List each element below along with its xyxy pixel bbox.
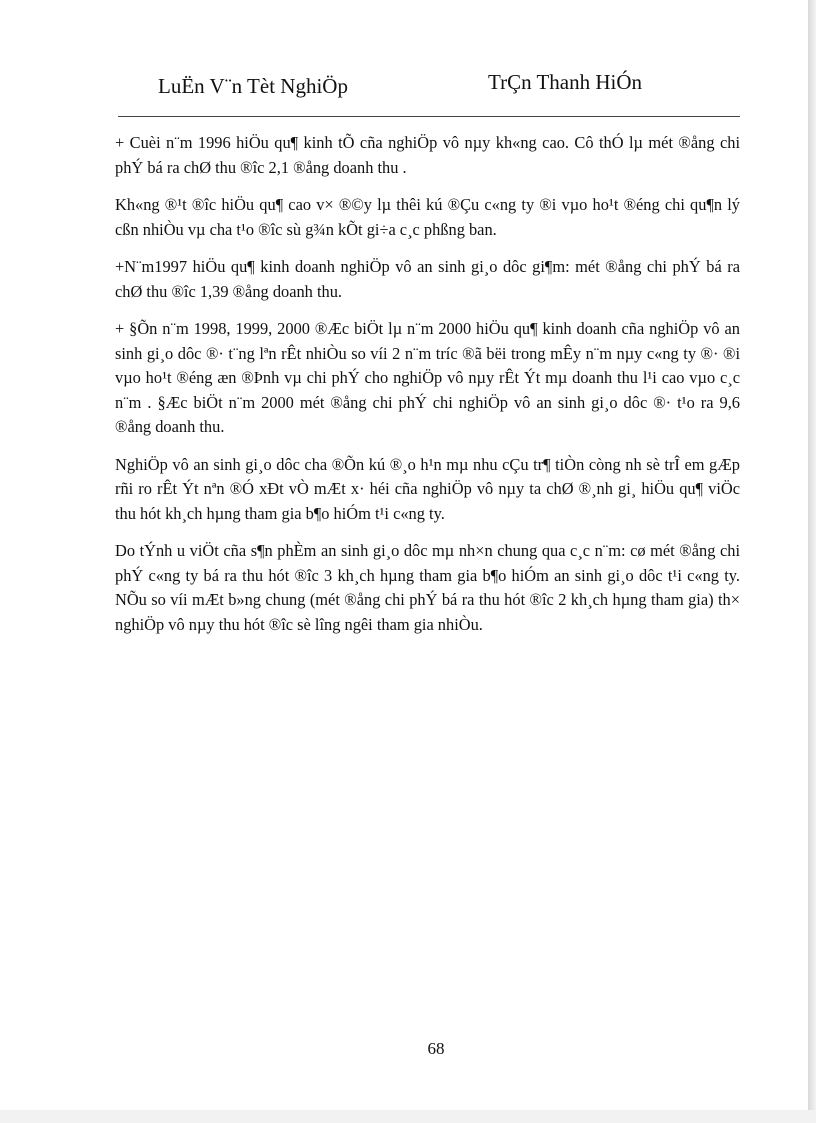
header-divider [118, 116, 740, 117]
page-header [118, 70, 740, 100]
header-author: TrÇn Thanh HiÓn [488, 70, 643, 94]
paragraph-1997: +N¨m1997 hiÖu qu¶ kinh doanh nghiÖp vô an sinh gi¸o dôc gi¶m: mét ®ång chi phÝ bá ra chØ thu ®îc 1,39 ®ång doanh thu. [115, 257, 740, 301]
page-shadow-right [808, 0, 816, 1110]
page-number: 68 [427, 1039, 445, 1058]
paragraph-1998-2000: + §Õn n¨m 1998, 1999, 2000 ®Æc biÖt lµ n¨m 2000 hiÖu qu¶ kinh doanh cña nghiÖp vô an sinh gi¸o dôc ®· t¨ng lªn rÊt nhiÒu so víi 2 n¨m tríc ®ã bëi trong mÊy n¨m nµy c«ng ty ®· ®i vµo ho¹t ®éng æn ®Þnh vµ chi phÝ cho nghiÖp vô nµy rÊt Ýt mµ doanh thu l¹i cao vµo c¸c n¨m . §Æc biÖt n¨m 2000 mét ®ång chi phÝ chi nghiÖp vô an sinh gi¸o dôc ®· t¹o ra 9,6 ®ång doanh thu. [115, 319, 740, 436]
paragraph-conclusion: Do tÝnh u viÖt cña s¶n phÈm an sinh gi¸o dôc mµ nh×n chung qua c¸c n¨m: cø mét ®ång chi phÝ c«ng ty bá ra thu hót ®îc 3 kh¸ch hµng tham gia b¶o hiÓm an sinh gi¸o dôc t¹i c«ng ty. NÕu so víi mÆt b»ng chung (mét ®ång chi phÝ bá ra thu hót ®îc 2 kh¸ch hµng tham gia) th× nghiÖp vô nµy thu hót ®îc sè lîng ngêi tham gia nhiÒu. [115, 541, 740, 634]
header-thesis-title: LuËn V¨n Tèt NghiÖp [158, 74, 348, 98]
paragraph-social-effect: NghiÖp vô an sinh gi¸o dôc cha ®Õn kú ®¸o h¹n mµ nhu cÇu tr¶ tiÒn còng nh sè trÎ em gÆp rñi ro rÊt Ýt nªn ®Ó xÐt vÒ mÆt x· héi cña nghiÖp vô nµy ta chØ ®¸nh gi¸ hiÖu qu¶ viÖc thu hót kh¸ch hµng tham gia b¶o hiÓm t¹i c«ng ty. [115, 454, 740, 523]
page-shadow-bottom [0, 1110, 816, 1123]
body-text [115, 131, 740, 650]
paragraph-explanation: Kh«ng ®¹t ®îc hiÖu qu¶ cao v× ®©y lµ thêi kú ®Çu c«ng ty ®i vµo ho¹t ®éng chi qu¶n lý cßn nhiÒu vµ cha t¹o ®îc sù g¾n kÕt gi÷a c¸c phßng ban. [115, 195, 740, 239]
paragraph-1996: + Cuèi n¨m 1996 hiÖu qu¶ kinh tÕ cña nghiÖp vô nµy kh«ng cao. Cô thÓ lµ mét ®ång chi phÝ bá ra chØ thu ®îc 2,1 ®ång doanh thu . [115, 133, 740, 177]
